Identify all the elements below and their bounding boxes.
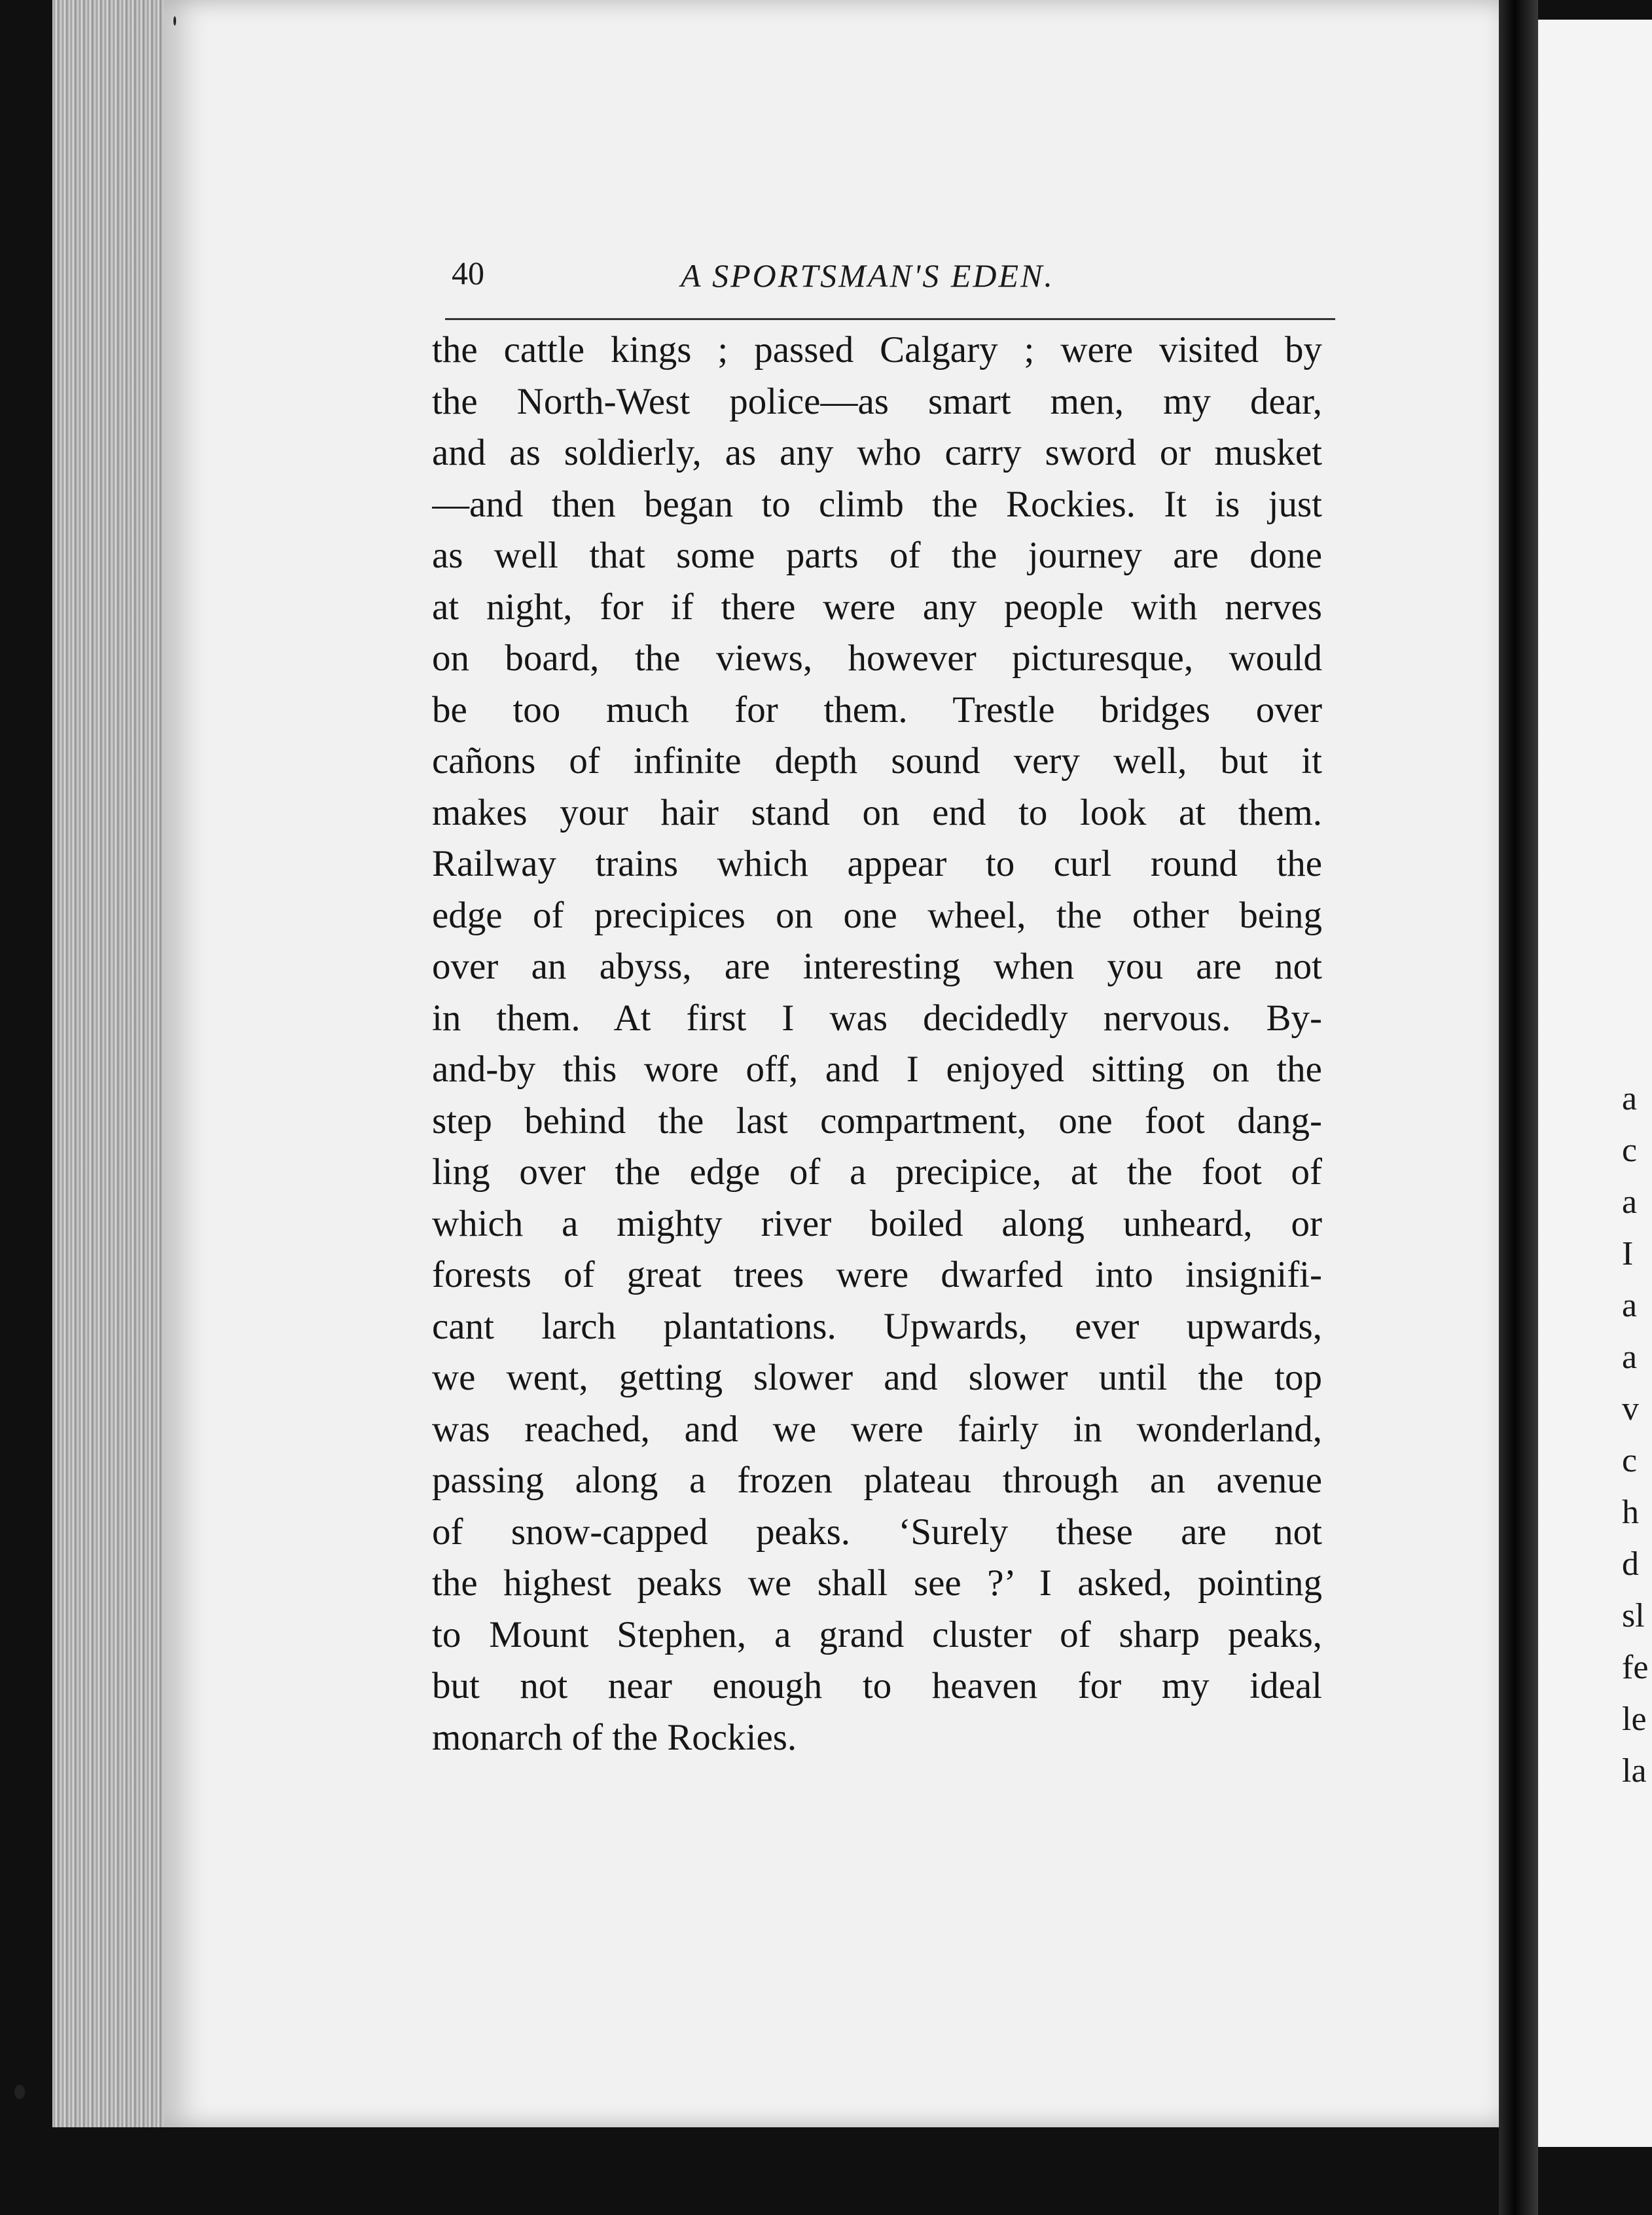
facing-fragment: la	[1622, 1752, 1647, 1790]
facing-fragment: c	[1622, 1132, 1638, 1169]
text-line: over an abyss, are interesting when you are not	[432, 946, 1322, 987]
facing-fragment: fe	[1622, 1649, 1649, 1686]
facing-fragment	[1622, 1021, 1652, 1073]
facing-page-fragments	[1622, 1021, 1652, 1797]
text-line: on board, the views, however picturesque, would	[432, 638, 1322, 679]
text-line: edge of precipices on one wheel, the other being	[432, 894, 1322, 936]
text-line: step behind the last compartment, one foot dang-	[432, 1100, 1322, 1142]
header-rule	[445, 318, 1335, 320]
text-line: of snow-capped peaks. ‘Surely these are not	[432, 1511, 1322, 1553]
text-line: the cattle kings ; passed Calgary ; were visited by	[432, 329, 1322, 370]
facing-fragment: a	[1622, 1339, 1638, 1376]
text-line: monarch of the Rockies.	[432, 1716, 797, 1758]
text-line: we went, getting slower and slower until the top	[432, 1357, 1322, 1398]
facing-fragment: a	[1622, 1287, 1638, 1324]
text-line: cant larch plantations. Upwards, ever upwards,	[432, 1305, 1322, 1347]
text-line: was reached, and we were fairly in wonderland,	[432, 1408, 1322, 1450]
facing-fragment: h	[1622, 1494, 1639, 1531]
scan-speck	[173, 16, 176, 26]
text-line: at night, for if there were any people with nerves	[432, 586, 1322, 628]
facing-fragment: I	[1622, 1235, 1634, 1272]
page-header	[452, 254, 1329, 300]
text-line: which a mighty river boiled along unheard, or	[432, 1202, 1322, 1244]
facing-fragment: a	[1622, 1183, 1638, 1221]
text-line: in them. At first I was decidedly nervous. By-	[432, 997, 1322, 1039]
scan-speck	[14, 2085, 25, 2099]
text-line: Railway trains which appear to curl round the	[432, 843, 1322, 884]
text-line: passing along a frozen plateau through an avenue	[432, 1460, 1322, 1501]
facing-fragment: d	[1622, 1545, 1639, 1583]
text-line: cañons of infinite depth sound very well, but it	[432, 740, 1322, 782]
text-line: but not near enough to heaven for my ideal	[432, 1665, 1322, 1706]
text-line: makes your hair stand on end to look at them.	[432, 791, 1322, 833]
facing-fragment: sl	[1622, 1597, 1645, 1634]
page-number: 40	[452, 255, 484, 291]
facing-fragment: v	[1622, 1390, 1639, 1428]
text-line: the highest peaks we shall see ?’ I asked, pointing	[432, 1562, 1322, 1604]
text-line: and-by this wore off, and I enjoyed sitting on the	[432, 1049, 1322, 1090]
text-line: ling over the edge of a precipice, at the foot of	[432, 1151, 1322, 1193]
facing-fragment: c	[1622, 1442, 1638, 1479]
text-line: and as soldierly, as any who carry sword or musket	[432, 432, 1322, 473]
text-line: as well that some parts of the journey are done	[432, 535, 1322, 576]
text-line: the North-West police—as smart men, my dear,	[432, 380, 1322, 422]
book-gutter	[1499, 0, 1538, 2215]
text-line: to Mount Stephen, a grand cluster of sharp peaks,	[432, 1613, 1322, 1655]
text-line: forests of great trees were dwarfed into insignifi-	[432, 1254, 1322, 1295]
body-text	[432, 325, 1322, 1763]
text-line: —and then began to climb the Rockies. It is just	[432, 483, 1322, 525]
facing-fragment: le	[1622, 1701, 1647, 1738]
text-line: be too much for them. Trestle bridges over	[432, 689, 1322, 730]
page-edge-stack	[52, 0, 177, 2127]
facing-fragment: a	[1622, 1080, 1638, 1117]
running-title: A SPORTSMAN'S EDEN.	[681, 257, 1054, 294]
